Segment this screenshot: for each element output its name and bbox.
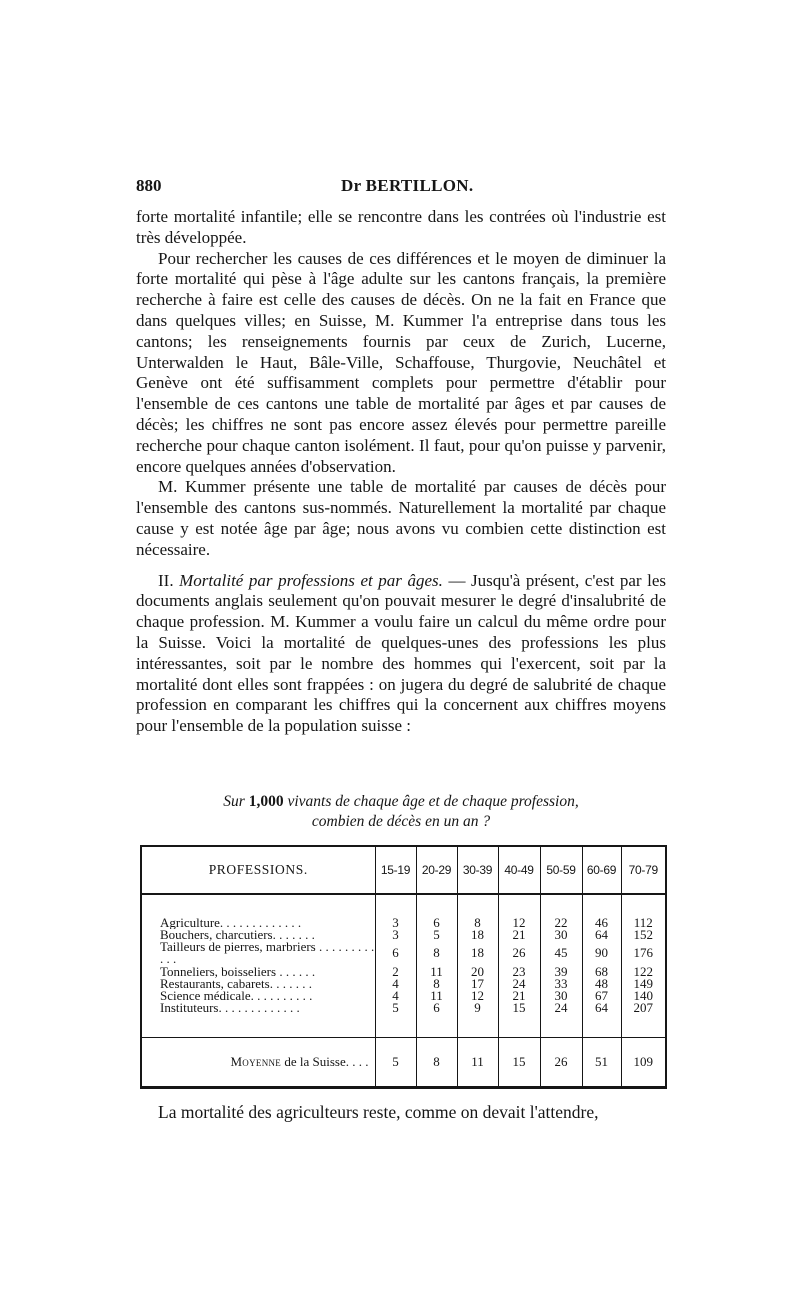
column-30-39 <box>457 894 498 1038</box>
table-cell: 21 <box>512 988 526 1004</box>
caption-prefix: Sur <box>223 793 245 810</box>
table-cell: 15 <box>512 1000 526 1016</box>
table-cell: 24 <box>512 976 526 991</box>
table-cell: 64 <box>595 927 608 943</box>
paragraph-continued: forte mortalité infantile; elle se rencontre dans les contrées où l'industrie est très développée. <box>136 207 666 247</box>
average-cell: 15 <box>498 1038 540 1087</box>
average-cell: 51 <box>582 1038 621 1087</box>
average-cell: 8 <box>416 1038 457 1087</box>
caption-line-2: combien de décès en un an ? <box>311 813 491 830</box>
table-cell: 152 <box>633 927 653 943</box>
table-cell: 48 <box>595 976 608 991</box>
average-cell: 11 <box>457 1038 498 1087</box>
table-cell: 18 <box>471 945 484 961</box>
table-cell: 24 <box>554 1000 568 1016</box>
table-cell: 5 <box>433 927 440 943</box>
paragraph-closing: La mortalité des agriculteurs reste, comme on devait l'attendre, <box>158 1102 599 1122</box>
table-cell: 30 <box>554 927 568 943</box>
mortality-table <box>140 845 667 1089</box>
table-cell: 45 <box>554 945 568 961</box>
age-header-70-79: 70-79 <box>621 847 665 894</box>
table-cell: 8 <box>433 976 440 991</box>
table-cell: 4 <box>392 988 399 1004</box>
column-15-19 <box>375 894 416 1038</box>
average-label-rest: de la Suisse. . . . <box>284 1053 369 1069</box>
table-cell: 122 <box>633 963 653 979</box>
table-cell: 5 <box>392 1000 399 1016</box>
age-header-60-69: 60-69 <box>582 847 621 894</box>
age-header-30-39: 30-39 <box>457 847 498 894</box>
average-cell: 109 <box>621 1038 665 1087</box>
table-cell: 20 <box>471 963 484 979</box>
table-cell: 112 <box>633 915 653 930</box>
profession-instituteurs: Instituteurs. . . . . . . . . . . . . <box>160 1002 300 1015</box>
age-header-50-59: 50-59 <box>540 847 582 894</box>
table-cell: 8 <box>474 915 481 930</box>
table-cell: 11 <box>430 988 443 1004</box>
paragraph-kummer-table: M. Kummer présente une table de mortalité par causes de décès pour l'ensemble des cantons sus-nommés. Naturellement la mortalité par chaque cause y est notée âge par âge; nous avons vu combien cette distinction est nécessaire. <box>136 477 666 559</box>
age-header-15-19: 15-19 <box>375 847 416 894</box>
table-cell: 67 <box>595 988 608 1004</box>
table-cell: 17 <box>471 976 484 991</box>
average-label <box>142 1038 375 1087</box>
body-text-upper <box>136 207 666 737</box>
table-cell: 90 <box>595 945 608 961</box>
professions-header: PROFESSIONS. <box>142 847 375 894</box>
age-header-40-49: 40-49 <box>498 847 540 894</box>
table-header-row <box>142 847 665 894</box>
table-cell: 33 <box>554 976 568 991</box>
caption-line-1-rest: vivants de chaque âge et de chaque profession, <box>287 793 579 810</box>
caption-line-1 <box>136 792 666 812</box>
table-cell: 6 <box>433 915 440 930</box>
table-cell: 3 <box>392 927 399 943</box>
caption-number: 1,000 <box>248 793 284 810</box>
table-cell: 6 <box>392 945 399 961</box>
table-cell: 9 <box>474 1000 481 1016</box>
table-cell: 18 <box>471 927 484 943</box>
table-cell: 176 <box>633 945 653 961</box>
body-text-lower <box>136 1102 666 1123</box>
table-cell: 149 <box>633 976 653 991</box>
paragraph-causes: Pour rechercher les causes de ces différences et le moyen de diminuer la forte mortalité qui pèse à l'âge adulte sur les cantons français, la première recherche à faire est celle des causes de décès. On ne la fait en France que dans quelques villes; en Suisse, M. Kummer l'a entreprise dans tous les cantons; les renseignements fournis par ceux de Zurich, Lucerne, Unterwalden le Haut, Bâle-Ville, Schaffouse, Thurgovie, Neuchâtel et Genève ont été suffisamment complets pour permettre d'établir pour l'ensemble de ces cantons une table de mortalité par âges et par causes de décès; les chiffres ne sont pas encore assez élevés pour permettre pareille recherche pour chaque canton isolément. Il faut, pour qu'on puisse y parvenir, encore quelques années d'observation. <box>136 248 666 476</box>
column-20-29 <box>416 894 457 1038</box>
table-cell: 6 <box>433 1000 440 1016</box>
profession-agriculture: Agriculture. . . . . . . . . . . . . <box>160 917 302 930</box>
section-title: Mortalité par professions et par âges. <box>179 570 443 590</box>
section-number: II. <box>158 570 174 590</box>
table-cell: 30 <box>554 988 568 1004</box>
profession-science-medicale: Science médicale. . . . . . . . . . <box>160 990 313 1003</box>
table-cell: 8 <box>433 945 440 961</box>
table-cell: 64 <box>595 1000 608 1016</box>
table-data-block <box>142 894 665 1038</box>
average-row <box>142 1038 665 1087</box>
table-cell: 207 <box>633 1000 653 1016</box>
profession-tonneliers: Tonneliers, boisseliers . . . . . . <box>160 965 316 978</box>
table-cell: 11 <box>430 963 443 979</box>
table-cell: 23 <box>512 963 526 979</box>
table-caption <box>136 792 666 832</box>
profession-tailleurs: Tailleurs de pierres, marbriers . . . . . . . . . . . . <box>160 941 375 966</box>
table-cell: 22 <box>554 915 568 930</box>
section-paragraph <box>136 571 666 737</box>
table-cell: 140 <box>633 988 653 1004</box>
column-40-49 <box>498 894 540 1038</box>
age-header-20-29: 20-29 <box>416 847 457 894</box>
table-cell: 12 <box>471 988 484 1004</box>
column-70-79 <box>621 894 665 1038</box>
table-cell: 2 <box>392 963 399 979</box>
table-cell: 4 <box>392 976 399 991</box>
average-cell: 5 <box>375 1038 416 1087</box>
column-50-59 <box>540 894 582 1038</box>
profession-restaurants: Restaurants, cabarets. . . . . . . <box>160 978 312 991</box>
column-60-69 <box>582 894 621 1038</box>
average-label-smallcaps: Moyenne <box>230 1053 282 1069</box>
profession-bouchers: Bouchers, charcutiers. . . . . . . <box>160 929 315 942</box>
page-header <box>136 176 666 200</box>
page-number: 880 <box>136 176 162 195</box>
profession-names <box>142 894 375 1038</box>
table-cell: 21 <box>512 927 526 943</box>
table-cell: 68 <box>595 963 608 979</box>
table-cell: 12 <box>512 915 526 930</box>
table-cell: 39 <box>554 963 568 979</box>
average-cell: 26 <box>540 1038 582 1087</box>
table-cell: 3 <box>392 915 399 930</box>
table-cell: 26 <box>512 945 526 961</box>
running-head: Dr BERTILLON. <box>341 176 474 195</box>
table-cell: 46 <box>595 915 608 930</box>
section-text: — Jusqu'à présent, c'est par les documents anglais seulement qu'on pouvait mesurer le degré d'insalubrité de chaque profession. M. Kummer a voulu faire un calcul du même ordre pour la Suisse. Voici la mortalité de quelques-unes des professions les plus intéressantes, soit par le nombre des hommes qui l'exercent, soit par la mortalité dont elles sont frappées : on jugera du degré de salubrité de chaque profession en comparant les chiffres qui la concernent aux chiffres moyens pour l'ensemble de la population suisse : <box>136 570 667 736</box>
